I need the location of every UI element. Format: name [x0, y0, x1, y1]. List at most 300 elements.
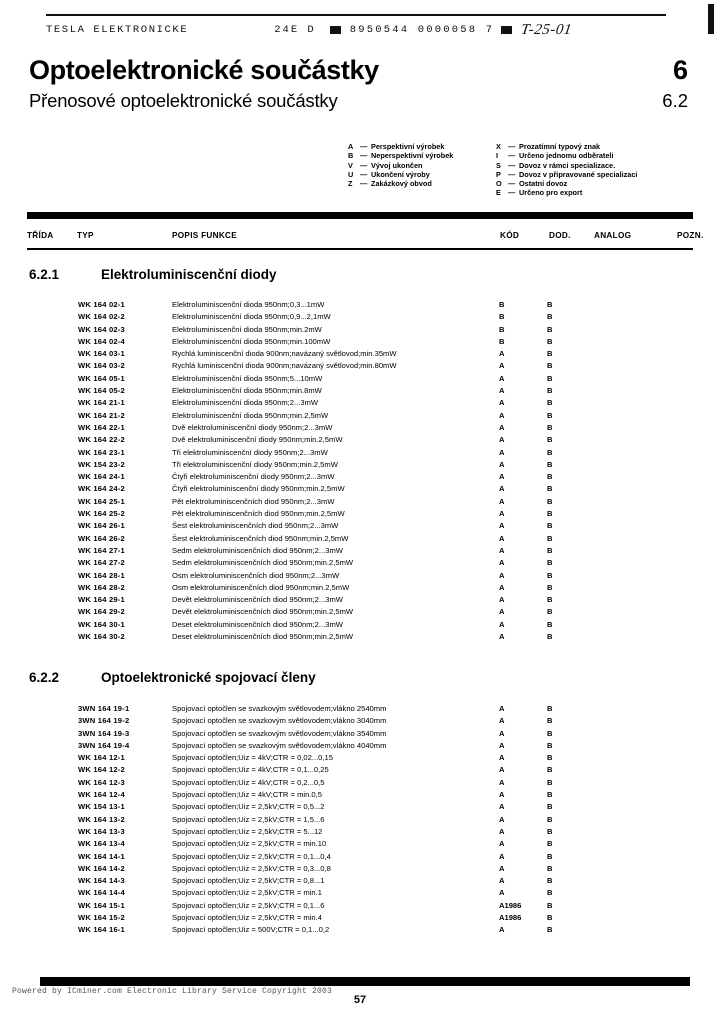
- legend-key: I: [496, 151, 499, 161]
- section-number: 6.2: [662, 90, 688, 111]
- cell-description: Spojovací optočlen;Uiz = 2,5kV;CTR = 0,5...2: [172, 802, 325, 812]
- cell-description: Spojovací optočlen;Uiz = 2,5kV;CTR = 0,3...0,8: [172, 863, 331, 873]
- page-title: Optoelektronické součástky: [29, 55, 379, 85]
- cell-description: Osm elektroluminiscenčních diod 950nm;min.2,5mW: [172, 582, 350, 592]
- cell-type: WK 164 29-2: [78, 607, 125, 617]
- cell-dod: B: [547, 839, 553, 849]
- cell-dod: B: [547, 521, 553, 531]
- cell-type: WK 164 12-1: [78, 753, 125, 763]
- legend-dash: —: [508, 142, 516, 151]
- cell-kod: A: [499, 386, 505, 396]
- legend-dash: —: [360, 160, 368, 170]
- table-row[interactable]: [0, 360, 720, 372]
- cell-dod: B: [547, 324, 553, 334]
- table-row[interactable]: [0, 619, 720, 631]
- cell-dod: B: [547, 373, 553, 383]
- legend-text: Vývoj ukončen: [371, 160, 423, 170]
- cell-description: Sedm elektroluminiscenčních diod 950nm;2...3mW: [172, 545, 343, 555]
- cell-type: WK 164 27-1: [78, 545, 125, 555]
- legend-text: Ostatní dovoz: [519, 179, 568, 189]
- cell-type: WK 164 12-2: [78, 765, 125, 775]
- cell-kod: A: [499, 582, 505, 592]
- cell-dod: B: [547, 312, 553, 322]
- cell-dod: B: [547, 876, 553, 886]
- cell-type: WK 164 22-1: [78, 422, 125, 432]
- cell-dod: B: [547, 913, 553, 923]
- cell-kod: B: [499, 324, 505, 334]
- cell-type: 3WN 164 19-4: [78, 740, 130, 750]
- table-row[interactable]: [0, 631, 720, 643]
- cell-type: WK 164 26-1: [78, 521, 125, 531]
- cell-description: Elektroluminiscenční dioda 950nm;min.8mW: [172, 386, 322, 396]
- cell-dod: B: [547, 851, 553, 861]
- table-row[interactable]: [0, 385, 720, 397]
- cell-description: Spojovací optočlen;Uiz = 2,5kV;CTR = min.4: [172, 913, 322, 923]
- legend-key: U: [348, 169, 354, 179]
- legend-text: Prozatímní typový znak: [519, 142, 601, 151]
- legend-dash: —: [508, 160, 516, 170]
- cell-description: Elektroluminiscenční dioda 950nm;min.100mW: [172, 336, 331, 346]
- cell-type: WK 154 13-1: [78, 802, 125, 812]
- legend-item: [348, 151, 496, 160]
- cell-dod: B: [547, 900, 553, 910]
- legend-text: Určeno jednomu odběrateli: [519, 151, 614, 161]
- table-row[interactable]: [0, 533, 720, 545]
- legend-text: Zakázkový obvod: [371, 179, 432, 189]
- cell-dod: B: [547, 558, 553, 568]
- cell-description: Elektroluminiscenční dioda 950nm;min.2,5mW: [172, 410, 329, 420]
- cell-kod: A: [499, 435, 505, 445]
- cell-type: WK 164 02-3: [78, 324, 125, 334]
- cell-description: Dvě elektroluminiscenční diody 950nm;min.2,5mW: [172, 435, 343, 445]
- table-row[interactable]: [0, 912, 720, 924]
- cell-description: Pět elektroluminiscenčních diod 950nm;min.2,5mW: [172, 509, 345, 519]
- cell-description: Spojovací optočlen;Uiz = 4kV;CTR = 0,02...0,15: [172, 753, 333, 763]
- cell-kod: A: [499, 839, 505, 849]
- column-header-analog: ANALOG: [594, 231, 632, 240]
- table-row[interactable]: [0, 570, 720, 582]
- legend-item: [496, 161, 706, 170]
- footer-watermark: Powered by ICminer.com Electronic Library Service Copyright 2003: [12, 987, 333, 996]
- cell-type: WK 164 15-1: [78, 900, 125, 910]
- cell-dod: B: [547, 398, 553, 408]
- section-heading-number: 6.2.1: [29, 267, 60, 282]
- cell-type: WK 164 13-3: [78, 826, 125, 836]
- barcode-block-icon: [330, 26, 341, 34]
- cell-kod: A: [499, 740, 505, 750]
- legend-text: Dovoz v rámci specializace.: [519, 160, 616, 170]
- cell-kod: A: [499, 753, 505, 763]
- cell-kod: B: [499, 312, 505, 322]
- cell-dod: B: [547, 728, 553, 738]
- legend-dash: —: [508, 169, 516, 179]
- cell-kod: A: [499, 632, 505, 642]
- cell-type: WK 164 21-2: [78, 410, 125, 420]
- cell-type: WK 154 23-2: [78, 459, 125, 469]
- cell-kod: B: [499, 300, 505, 309]
- table-row[interactable]: [0, 752, 720, 764]
- cell-type: WK 164 03-2: [78, 361, 125, 371]
- cell-dod: B: [547, 484, 553, 494]
- table-row[interactable]: [0, 924, 720, 936]
- table-row[interactable]: [0, 838, 720, 850]
- header-company: TESLA ELEKTRONICKE: [46, 24, 189, 36]
- cell-type: WK 164 30-2: [78, 632, 125, 642]
- barcode-block-2-icon: [501, 26, 512, 34]
- cell-dod: B: [547, 740, 553, 750]
- cell-kod: A: [499, 765, 505, 775]
- cell-type: WK 164 22-2: [78, 435, 125, 445]
- header-code: 24E D: [274, 24, 316, 36]
- legend-dash: —: [508, 179, 516, 189]
- table-row[interactable]: [0, 434, 720, 446]
- table-row[interactable]: [0, 311, 720, 323]
- cell-kod: A: [499, 484, 505, 494]
- cell-description: Elektroluminiscenční dioda 950nm;5...10mW: [172, 373, 323, 383]
- legend-dash: —: [508, 188, 516, 198]
- table-row[interactable]: [0, 582, 720, 594]
- legend-item: [496, 151, 706, 160]
- table-row[interactable]: [0, 887, 720, 899]
- legend-item: [496, 142, 706, 151]
- legend-text: Ukončení výroby: [371, 169, 430, 179]
- cell-dod: B: [547, 472, 553, 482]
- table-row[interactable]: [0, 851, 720, 863]
- cell-kod: A: [499, 826, 505, 836]
- cell-kod: A: [499, 888, 505, 898]
- cell-description: Osm elektroluminiscenčních diod 950nm;2...3mW: [172, 570, 340, 580]
- cell-kod: A: [499, 595, 505, 605]
- legend-column-left: [348, 142, 496, 198]
- cell-description: Spojovací optočlen se svazkovým světlovodem;vlákno 2540mm: [172, 704, 387, 713]
- cell-description: Spojovací optočlen;Uiz = 4kV;CTR = 0,2...0,5: [172, 777, 325, 787]
- cell-type: WK 164 05-2: [78, 386, 125, 396]
- header-digits: 8950544 0000058 7: [349, 24, 495, 36]
- table-row[interactable]: [0, 900, 720, 912]
- column-header-kod: KÓD: [500, 231, 520, 240]
- cell-description: Spojovací optočlen;Uiz = 2,5kV;CTR = 1,5...6: [172, 814, 325, 824]
- column-header-dod: DOD.: [549, 231, 571, 240]
- cell-dod: B: [547, 704, 553, 713]
- cell-type: WK 164 02-1: [78, 300, 125, 309]
- cell-type: WK 164 27-2: [78, 558, 125, 568]
- cell-type: WK 164 13-2: [78, 814, 125, 824]
- cell-type: WK 164 21-1: [78, 398, 125, 408]
- table-header-underline: [27, 248, 693, 250]
- legend-key: P: [496, 169, 501, 179]
- legend-text: Neperspektivní výrobek: [371, 151, 454, 161]
- table-row[interactable]: [0, 545, 720, 557]
- legend-dash: —: [508, 151, 516, 161]
- cell-description: Spojovací optočlen se svazkovým světlovodem;vlákno 3040mm: [172, 716, 387, 726]
- table-row[interactable]: [0, 863, 720, 875]
- cell-type: WK 164 14-1: [78, 851, 125, 861]
- column-header-pozn: POZN.: [677, 231, 704, 240]
- cell-type: WK 164 25-2: [78, 509, 125, 519]
- cell-dod: B: [547, 336, 553, 346]
- cell-type: WK 164 24-2: [78, 484, 125, 494]
- column-header-popis: POPIS FUNKCE: [172, 231, 238, 240]
- column-header-trida: TŘÍDA: [27, 231, 54, 240]
- cell-dod: B: [547, 349, 553, 359]
- cell-type: WK 164 12-4: [78, 790, 125, 800]
- legend-key: E: [496, 188, 501, 198]
- legend-column-right: [496, 142, 706, 198]
- legend-key: O: [496, 179, 502, 189]
- cell-kod: A: [499, 716, 505, 726]
- cell-type: WK 164 12-3: [78, 777, 125, 787]
- cell-kod: B: [499, 336, 505, 346]
- cell-type: WK 164 02-2: [78, 312, 125, 322]
- cell-kod: A: [499, 361, 505, 371]
- header-barcode-row: [46, 20, 686, 40]
- legend-item: [348, 142, 496, 151]
- cell-description: Tři elektroluminiscenční diody 950nm;2...3mW: [172, 447, 328, 457]
- cell-kod: A: [499, 398, 505, 408]
- cell-dod: B: [547, 925, 553, 935]
- section-heading-title: Optoelektronické spojovací členy: [101, 670, 316, 685]
- cell-type: 3WN 164 19-2: [78, 716, 130, 726]
- cell-description: Šest elektroluminiscenčních diod 950nm;2...3mW: [172, 521, 339, 531]
- cell-kod: A: [499, 349, 505, 359]
- cell-kod: A: [499, 728, 505, 738]
- table-section-622: [0, 703, 720, 937]
- cell-type: WK 164 25-1: [78, 496, 125, 506]
- table-row[interactable]: [0, 410, 720, 422]
- table-row[interactable]: [0, 336, 720, 348]
- table-row[interactable]: [0, 826, 720, 838]
- legend-key: B: [348, 151, 354, 161]
- section-heading-number: 6.2.2: [29, 670, 60, 685]
- table-row[interactable]: [0, 764, 720, 776]
- cell-dod: B: [547, 533, 553, 543]
- cell-kod: A: [499, 459, 505, 469]
- cell-description: Devět elektroluminiscenčních diod 950nm;2...3mW: [172, 595, 343, 605]
- cell-dod: B: [547, 607, 553, 617]
- cell-kod: A: [499, 814, 505, 824]
- page-subtitle: Přenosové optoelektronické součástky: [29, 90, 338, 111]
- cell-description: Elektroluminiscenční dioda 950nm;min.2mW: [172, 324, 322, 334]
- cell-description: Spojovací optočlen se svazkovým světlovodem;vlákno 3540mm: [172, 728, 387, 738]
- legend-item: [348, 179, 496, 188]
- cell-type: WK 164 28-1: [78, 570, 125, 580]
- cell-type: WK 164 14-3: [78, 876, 125, 886]
- legend-key: X: [496, 142, 501, 151]
- cell-kod: A: [499, 863, 505, 873]
- cell-type: WK 164 29-1: [78, 595, 125, 605]
- legend-text: Perspektivní výrobek: [371, 142, 445, 151]
- cell-dod: B: [547, 422, 553, 432]
- cell-kod: A: [499, 509, 505, 519]
- cell-kod: A1986: [499, 913, 522, 923]
- cell-dod: B: [547, 459, 553, 469]
- legend-key: A: [348, 142, 354, 151]
- cell-dod: B: [547, 790, 553, 800]
- legend-text: Dovoz v připravované specializaci: [519, 169, 638, 179]
- table-row[interactable]: [0, 606, 720, 618]
- column-header-typ: TYP: [77, 231, 94, 240]
- table-row[interactable]: [0, 594, 720, 606]
- cell-description: Spojovací optočlen;Uiz = 2,5kV;CTR = 0,8...1: [172, 876, 325, 886]
- cell-kod: A: [499, 790, 505, 800]
- cell-dod: B: [547, 496, 553, 506]
- table-row[interactable]: [0, 801, 720, 813]
- cell-description: Pět elektroluminiscenčních diod 950nm;2...3mW: [172, 496, 335, 506]
- cell-dod: B: [547, 863, 553, 873]
- table-row[interactable]: [0, 557, 720, 569]
- table-row[interactable]: [0, 496, 720, 508]
- cell-type: WK 164 28-2: [78, 582, 125, 592]
- cell-description: Spojovací optočlen;Uiz = 2,5kV;CTR = min.1: [172, 888, 322, 898]
- scan-bottom-bar: [40, 977, 690, 986]
- cell-description: Elektroluminiscenční dioda 950nm;0,3...1mW: [172, 300, 325, 309]
- cell-type: WK 164 30-1: [78, 619, 125, 629]
- cell-type: WK 164 14-2: [78, 863, 125, 873]
- cell-description: Spojovací optočlen;Uiz = 4kV;CTR = min.0,5: [172, 790, 322, 800]
- cell-type: WK 164 24-1: [78, 472, 125, 482]
- cell-dod: B: [547, 582, 553, 592]
- cell-dod: B: [547, 802, 553, 812]
- table-row[interactable]: [0, 447, 720, 459]
- cell-dod: B: [547, 753, 553, 763]
- cell-description: Šest elektroluminiscenčních diod 950nm;min.2,5mW: [172, 533, 349, 543]
- table-header-row: [27, 231, 704, 245]
- table-row[interactable]: [0, 703, 720, 715]
- cell-type: WK 164 13-4: [78, 839, 125, 849]
- table-row[interactable]: [0, 728, 720, 740]
- cell-dod: B: [547, 632, 553, 642]
- cell-description: Čtyři elektroluminiscenční diody 950nm;2...3mW: [172, 472, 335, 482]
- cell-type: 3WN 164 19-1: [78, 704, 130, 713]
- cell-kod: A: [499, 607, 505, 617]
- scan-corner-mark: [708, 4, 714, 34]
- table-row[interactable]: [0, 520, 720, 532]
- cell-type: 3WN 164 19-3: [78, 728, 130, 738]
- table-row[interactable]: [0, 459, 720, 471]
- cell-description: Spojovací optočlen;Uiz = 500V;CTR = 0,1...0,2: [172, 925, 330, 935]
- table-row[interactable]: [0, 299, 720, 311]
- cell-dod: B: [547, 361, 553, 371]
- cell-description: Spojovací optočlen;Uiz = 2,5kV;CTR = 0,1...6: [172, 900, 325, 910]
- table-row[interactable]: [0, 324, 720, 336]
- header-handwritten-note: T-25-01: [520, 21, 574, 38]
- table-row[interactable]: [0, 875, 720, 887]
- legend-key: S: [496, 160, 501, 170]
- legend-key: Z: [348, 179, 353, 189]
- section-heading-622: [29, 670, 316, 685]
- cell-kod: A: [499, 472, 505, 482]
- table-top-rule: [27, 212, 693, 219]
- cell-type: WK 164 15-2: [78, 913, 125, 923]
- chapter-number: 6: [672, 55, 688, 85]
- cell-kod: A: [499, 570, 505, 580]
- table-row[interactable]: [0, 777, 720, 789]
- table-row[interactable]: [0, 373, 720, 385]
- legend-item: [348, 170, 496, 179]
- table-section-621: [0, 299, 720, 643]
- legend-dash: —: [360, 142, 368, 151]
- legend-item: [496, 188, 706, 197]
- section-heading-title: Elektroluminiscenční diody: [101, 267, 277, 282]
- table-row[interactable]: [0, 715, 720, 727]
- cell-dod: B: [547, 545, 553, 555]
- cell-kod: A: [499, 704, 505, 713]
- cell-type: WK 164 05-1: [78, 373, 125, 383]
- table-row[interactable]: [0, 348, 720, 360]
- cell-kod: A: [499, 410, 505, 420]
- table-row[interactable]: [0, 471, 720, 483]
- legend-text: Určeno pro export: [519, 188, 583, 198]
- cell-description: Deset elektroluminiscenčních diod 950nm;2...3mW: [172, 619, 343, 629]
- cell-kod: A: [499, 876, 505, 886]
- cell-description: Spojovací optočlen;Uiz = 2,5kV;CTR = 0,1...0,4: [172, 851, 331, 861]
- cell-type: WK 164 23-1: [78, 447, 125, 457]
- cell-dod: B: [547, 570, 553, 580]
- cell-description: Devět elektroluminiscenčních diod 950nm;min.2,5mW: [172, 607, 354, 617]
- cell-dod: B: [547, 765, 553, 775]
- cell-kod: A: [499, 545, 505, 555]
- cell-dod: B: [547, 386, 553, 396]
- cell-kod: A: [499, 447, 505, 457]
- cell-type: WK 164 26-2: [78, 533, 125, 543]
- cell-dod: B: [547, 447, 553, 457]
- cell-description: Elektroluminiscenční dioda 950nm;2...3mW: [172, 398, 319, 408]
- cell-kod: A: [499, 851, 505, 861]
- cell-kod: A: [499, 533, 505, 543]
- legend-dash: —: [360, 169, 368, 179]
- cell-description: Deset elektroluminiscenčních diod 950nm;min.2,5mW: [172, 632, 354, 642]
- cell-description: Dvě elektroluminiscenční diody 950nm;2...3mW: [172, 422, 333, 432]
- table-row[interactable]: [0, 814, 720, 826]
- table-row[interactable]: [0, 740, 720, 752]
- cell-dod: B: [547, 410, 553, 420]
- cell-dod: B: [547, 435, 553, 445]
- cell-kod: A: [499, 777, 505, 787]
- cell-kod: A1986: [499, 900, 522, 910]
- cell-dod: B: [547, 619, 553, 629]
- legend-item: [348, 161, 496, 170]
- cell-description: Elektroluminiscenční dioda 950nm;0,9...2,1mW: [172, 312, 331, 322]
- table-row[interactable]: [0, 397, 720, 409]
- legend-dash: —: [360, 151, 368, 161]
- table-row[interactable]: [0, 422, 720, 434]
- cell-kod: A: [499, 373, 505, 383]
- cell-dod: B: [547, 814, 553, 824]
- table-row[interactable]: [0, 483, 720, 495]
- table-row[interactable]: [0, 508, 720, 520]
- cell-description: Rychlá luminiscenční dioda 900nm;navázaný světlovod;min.35mW: [172, 349, 397, 359]
- cell-kod: A: [499, 422, 505, 432]
- page-number: 57: [353, 994, 367, 1006]
- cell-type: WK 164 16-1: [78, 925, 125, 935]
- legend-item: [496, 179, 706, 188]
- section-heading-621: [29, 267, 277, 282]
- cell-description: Spojovací optočlen;Uiz = 2,5kV;CTR = 5...12: [172, 826, 323, 836]
- cell-dod: B: [547, 777, 553, 787]
- table-row[interactable]: [0, 789, 720, 801]
- cell-dod: B: [547, 300, 553, 309]
- cell-dod: B: [547, 826, 553, 836]
- cell-kod: A: [499, 802, 505, 812]
- cell-description: Čtyři elektroluminiscenční diody 950nm;min.2,5mW: [172, 484, 345, 494]
- cell-description: Spojovací optočlen se svazkovým světlovodem;vlákno 4040mm: [172, 740, 387, 750]
- cell-dod: B: [547, 716, 553, 726]
- cell-type: WK 164 14-4: [78, 888, 125, 898]
- header-rule: [46, 14, 666, 16]
- cell-dod: B: [547, 888, 553, 898]
- cell-description: Rychlá luminiscenční dioda 900nm;navázaný světlovod;min.80mW: [172, 361, 397, 371]
- cell-kod: A: [499, 521, 505, 531]
